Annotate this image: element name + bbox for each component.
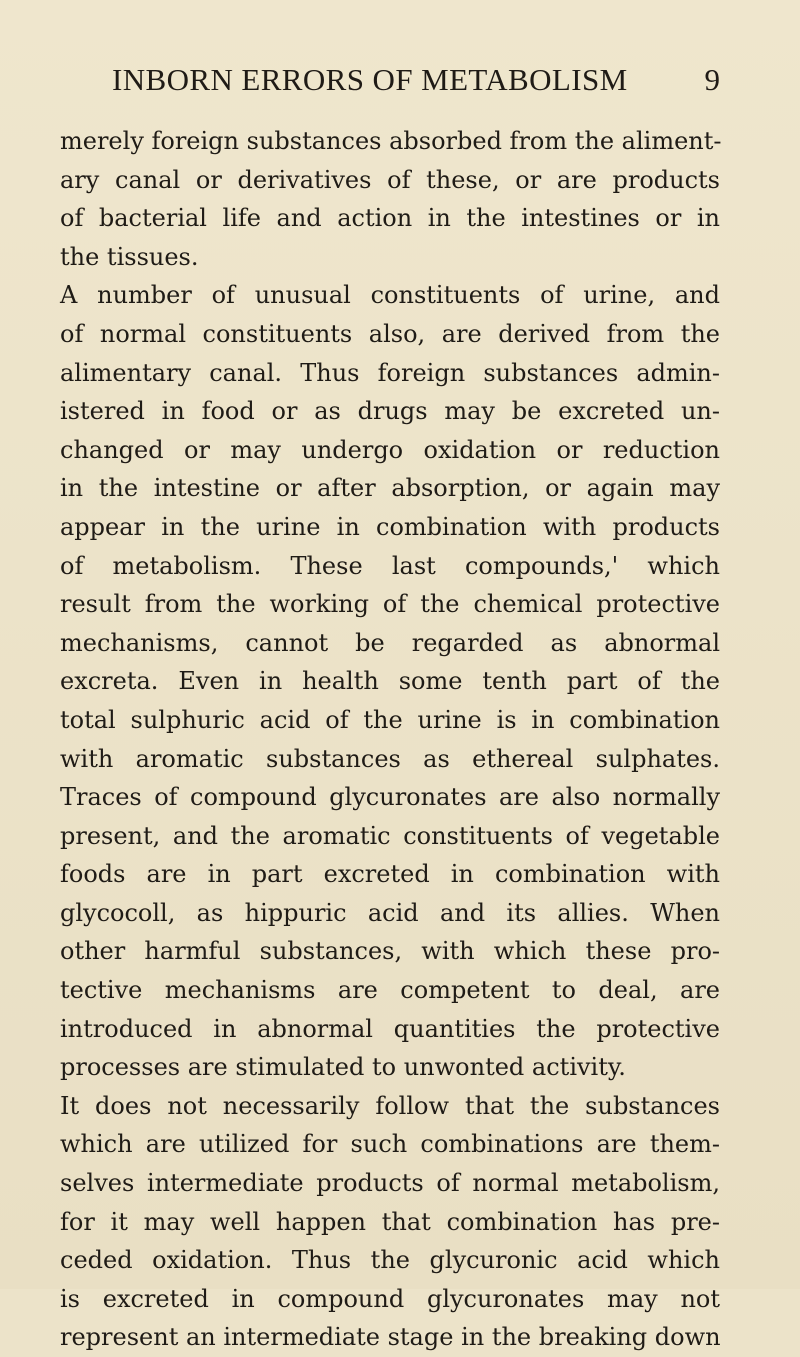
text-line: present, and the aromatic constituents of vegetable — [60, 821, 720, 850]
text-line: ary canal or derivatives of these, or are products — [60, 165, 720, 194]
text-line: the tissues. — [60, 242, 199, 271]
text-line: is excreted in compound glycuronates may not — [60, 1284, 720, 1313]
text-line: selves intermediate products of normal metabolism, — [60, 1169, 720, 1198]
text-line: Traces of compound glycuronates are also normally — [60, 783, 720, 812]
text-line: represent an intermediate stage in the breaking down — [60, 1323, 721, 1352]
text-line: ceded oxidation. Thus the glycuronic acid which — [60, 1246, 720, 1275]
text-line: for it may well happen that combination has pre- — [60, 1207, 720, 1236]
text-line: mechanisms, cannot be regarded as abnormal — [60, 628, 720, 657]
text-line: processes are stimulated to unwonted activity. — [60, 1053, 626, 1082]
body-text — [60, 122, 720, 1357]
text-line: merely foreign substances absorbed from the aliment- — [60, 127, 722, 155]
text-line: A number of unusual constituents of urine, and — [60, 281, 720, 310]
text-line: of normal constituents also, are derived from the — [60, 319, 720, 348]
text-line: It does not necessarily follow that the substances — [60, 1091, 720, 1120]
text-line: foods are in part excreted in combination with — [60, 860, 720, 889]
text-line: istered in food or as drugs may be excreted un- — [60, 397, 720, 426]
text-line: of metabolism. These last compounds,' which — [60, 551, 720, 580]
text-line: introduced in abnormal quantities the protective — [60, 1014, 720, 1043]
text-line: glycocoll, as hippuric acid and its allies. When — [60, 898, 720, 927]
text-line: alimentary canal. Thus foreign substances admin- — [60, 358, 720, 387]
page-number: 9 — [704, 62, 720, 97]
text-line: which are utilized for such combinations are them- — [60, 1130, 720, 1159]
text-line: excreta. Even in health some tenth part of the — [60, 667, 720, 696]
text-line: with aromatic substances as ethereal sulphates. — [60, 744, 720, 773]
running-title: INBORN ERRORS OF METABOLISM — [112, 62, 628, 97]
page-header — [112, 60, 720, 100]
text-line: result from the working of the chemical protective — [60, 590, 720, 619]
text-line: in the intestine or after absorption, or again may — [60, 474, 720, 503]
text-line: changed or may undergo oxidation or reduction — [60, 435, 720, 464]
text-line: total sulphuric acid of the urine is in combination — [60, 705, 720, 734]
text-line: appear in the urine in combination with products — [60, 512, 720, 541]
text-line: of bacterial life and action in the intestines or in — [60, 204, 720, 233]
text-line: other harmful substances, with which these pro- — [60, 937, 720, 966]
text-line: tective mechanisms are competent to deal, are — [60, 976, 720, 1005]
